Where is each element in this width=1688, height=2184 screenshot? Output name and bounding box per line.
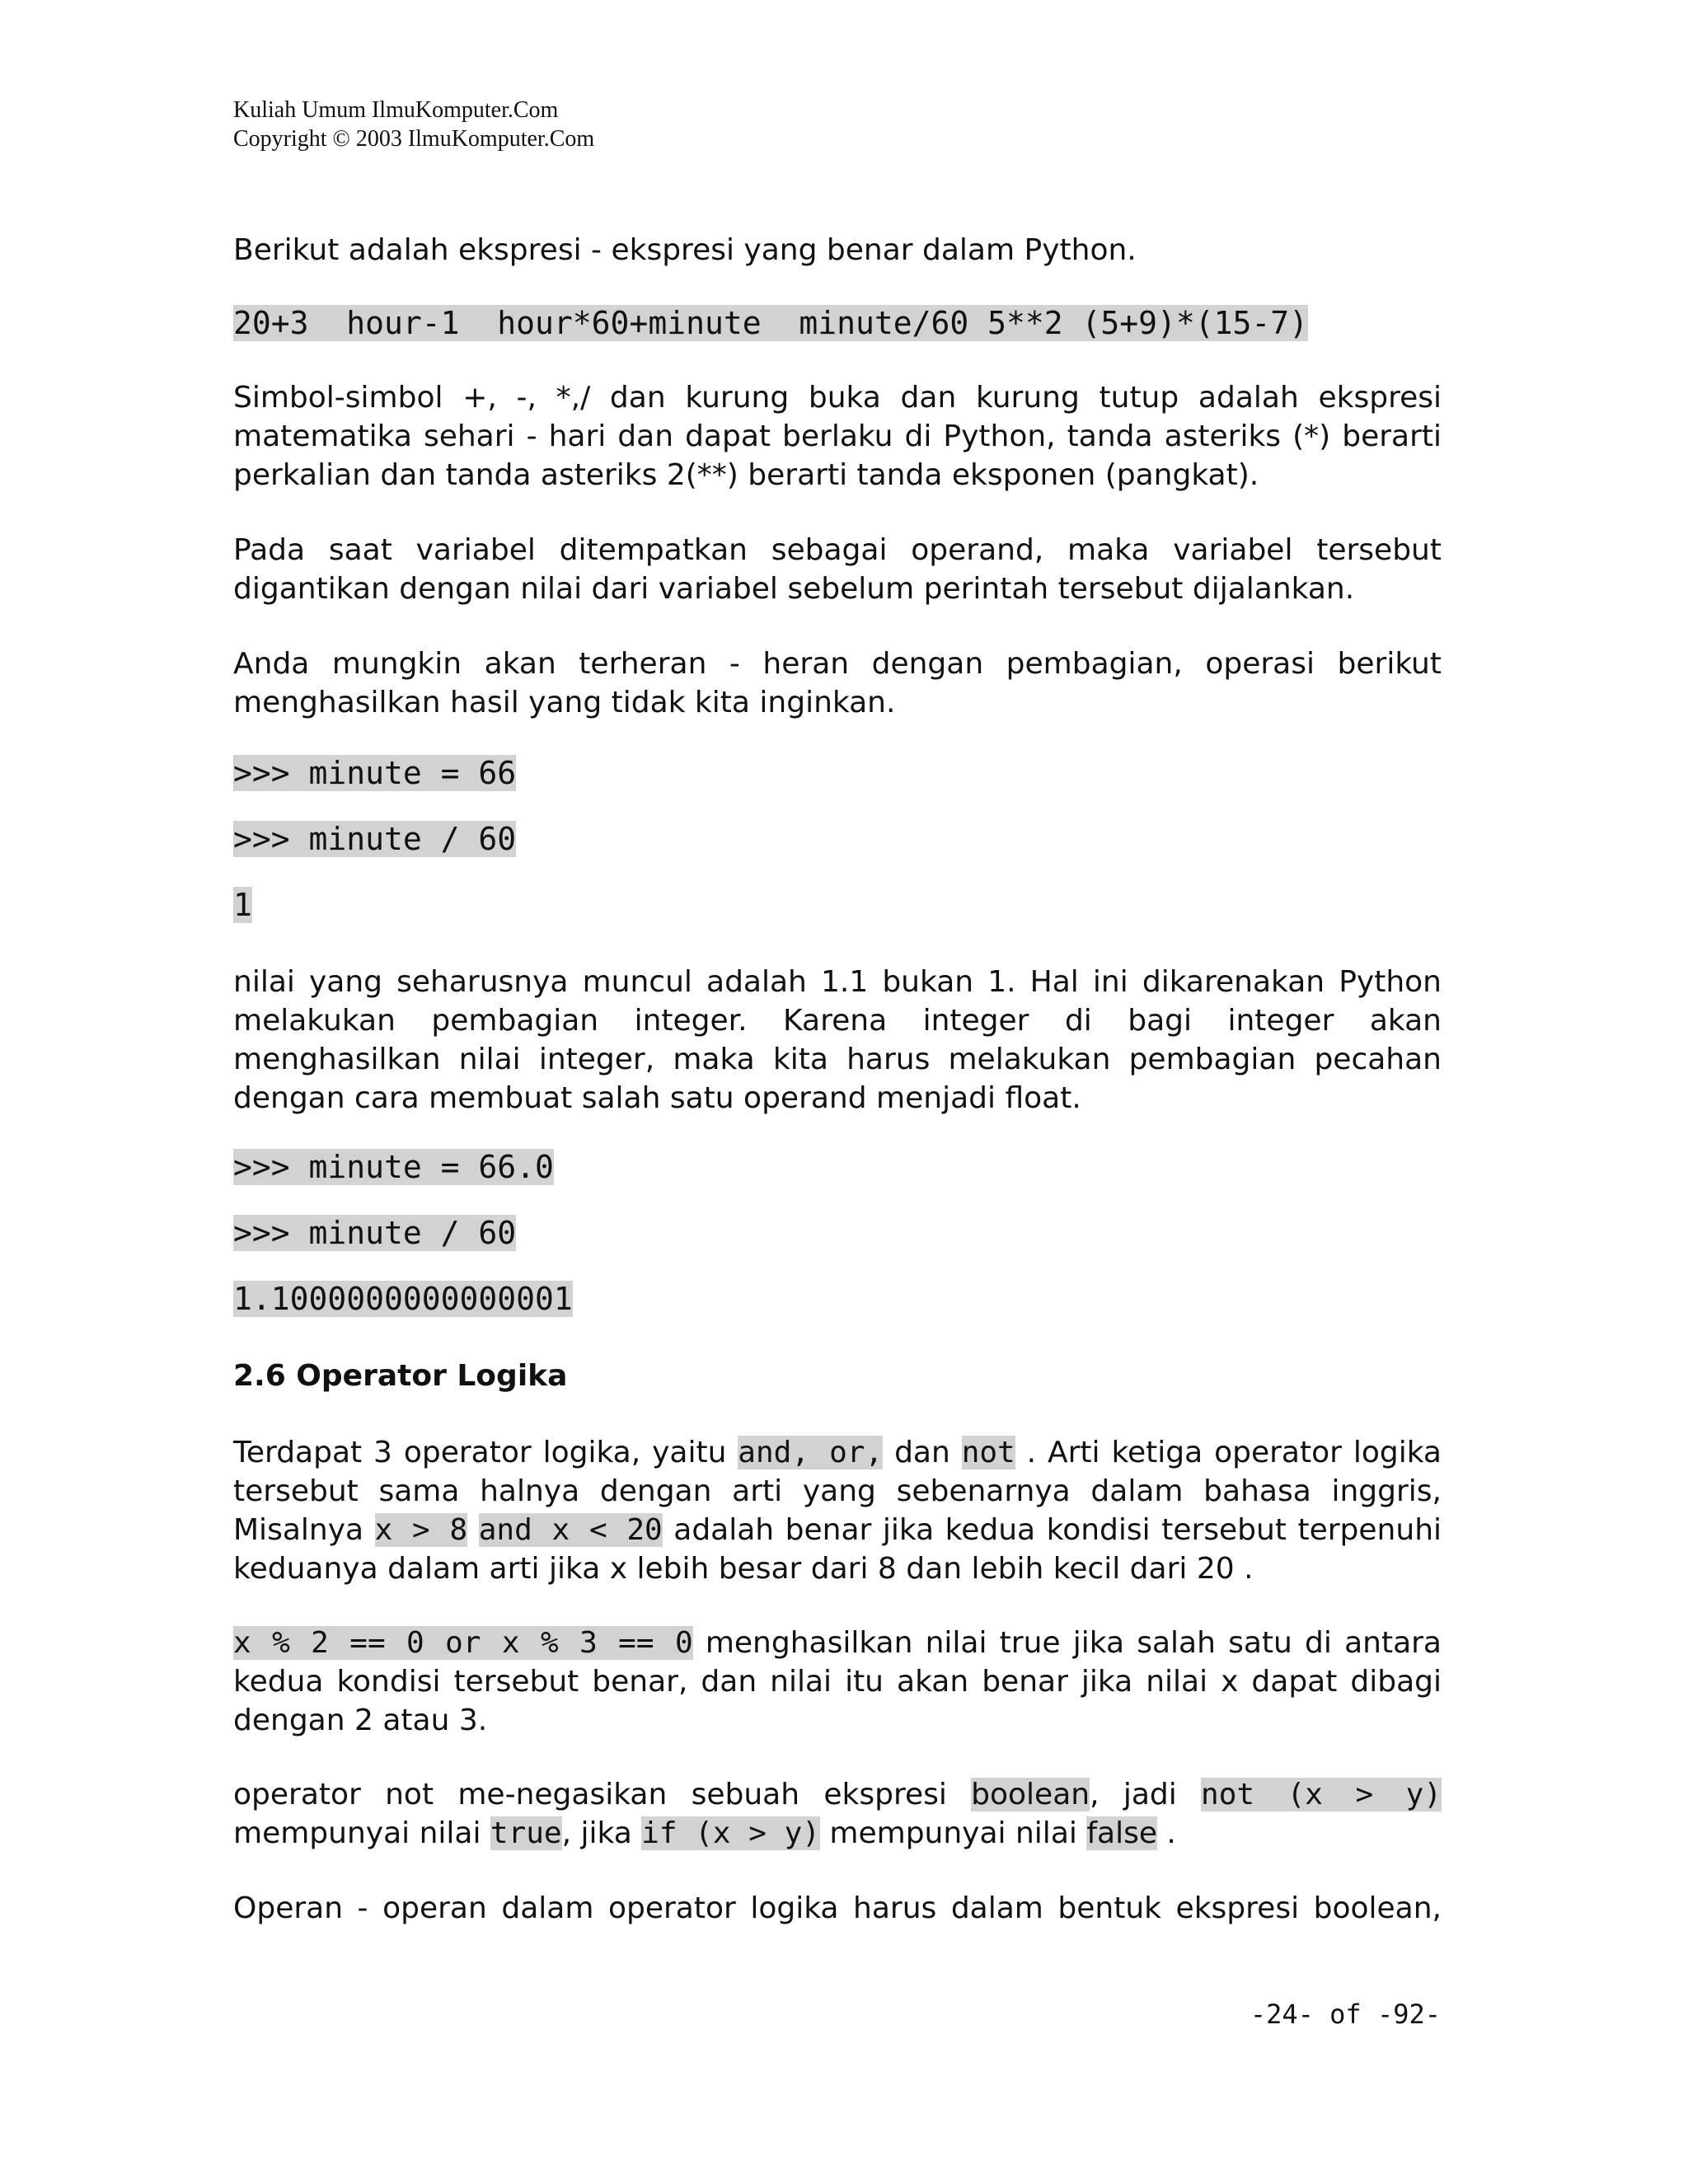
paragraph-logic: Terdapat 3 operator logika, yaitu and, or, dan not . Arti ketiga operator logika tersebut sama halnya dengan arti yang sebenarnya dalam bahasa inggris, Misalnya x > 8 and x < 20 adalah benar jika kedua kondisi tersebut terpenuhi keduanya dalam arti jika x lebih besar dari 8 dan lebih kecil dari 20 . [233, 1436, 1442, 1586]
paragraph-integer: nilai yang seharusnya muncul adalah 1.1 bukan 1. Hal ini dikarenakan Python melakukan pembagian integer. Karena integer di bagi integer akan menghasilkan nilai integer, maka kita harus melakukan pembagian pecahan dengan cara membuat salah satu operand menjadi float. [233, 965, 1442, 1115]
inline-code: and x < 20 [478, 1513, 663, 1547]
highlighted-word: false [1086, 1816, 1157, 1850]
code-line: >>> minute = 66.0 [233, 1149, 554, 1185]
page-header [233, 96, 594, 153]
paragraph-not: operator not me-negasikan sebuah ekspresi boolean, jadi not (x > y) mempunyai nilai true, jika if (x > y) mempunyai nilai false . [233, 1778, 1442, 1850]
highlighted-word: boolean [971, 1778, 1090, 1811]
inline-code: true [490, 1816, 562, 1850]
code-result: 1 [233, 887, 252, 923]
intro-text: Berikut adalah ekspresi - ekspresi yang benar dalam Python. [233, 233, 1137, 267]
code-result: 1.1000000000000001 [233, 1281, 573, 1317]
inline-code: x % 2 == 0 or x % 3 == 0 [233, 1626, 693, 1660]
paragraph-mod: x % 2 == 0 or x % 3 == 0 menghasilkan nilai true jika salah satu di antara kedua kondisi tersebut benar, dan nilai itu akan benar jika nilai x dapat dibagi dengan 2 atau 3. [233, 1626, 1442, 1737]
paragraph-operan: Operan - operan dalam operator logika harus dalam bentuk ekspresi boolean, [233, 1891, 1442, 1925]
paragraph-operand: Pada saat variabel ditempatkan sebagai operand, maka variabel tersebut digantikan dengan nilai dari variabel sebelum perintah tersebut dijalankan. [233, 533, 1442, 606]
inline-code: not (x > y) [1201, 1778, 1442, 1811]
page-number: -24- of -92- [1250, 1999, 1441, 2030]
code-line: >>> minute / 60 [233, 1215, 517, 1251]
inline-code: x > 8 [374, 1513, 468, 1547]
paragraph-symbols: Simbol-simbol +, -, *,/ dan kurung buka dan kurung tutup adalah ekspresi matematika sehari - hari dan dapat berlaku di Python, tanda asteriks (*) berarti perkalian dan tanda asteriks 2(**) berarti tanda eksponen (pangkat). [233, 381, 1442, 492]
expressions-code [233, 305, 1308, 341]
code-line: >>> minute = 66 [233, 755, 517, 791]
header-title: Kuliah Umum IlmuKomputer.Com [233, 97, 559, 123]
section-heading: 2.6 Operator Logika [233, 1359, 568, 1393]
paragraph-division: Anda mungkin akan terheran - heran dengan pembagian, operasi berikut menghasilkan hasil yang tidak kita inginkan. [233, 647, 1442, 719]
inline-code: if (x > y) [641, 1816, 820, 1850]
header-copyright: Copyright © 2003 IlmuKomputer.Com [233, 126, 595, 152]
code-line: >>> minute / 60 [233, 821, 517, 857]
expressions-line: 20+3 hour-1 hour*60+minute minute/60 5**2 (5+9)*(15-7) [233, 305, 1309, 341]
inline-code: and, or, [738, 1436, 884, 1469]
inline-code: not [961, 1436, 1015, 1469]
